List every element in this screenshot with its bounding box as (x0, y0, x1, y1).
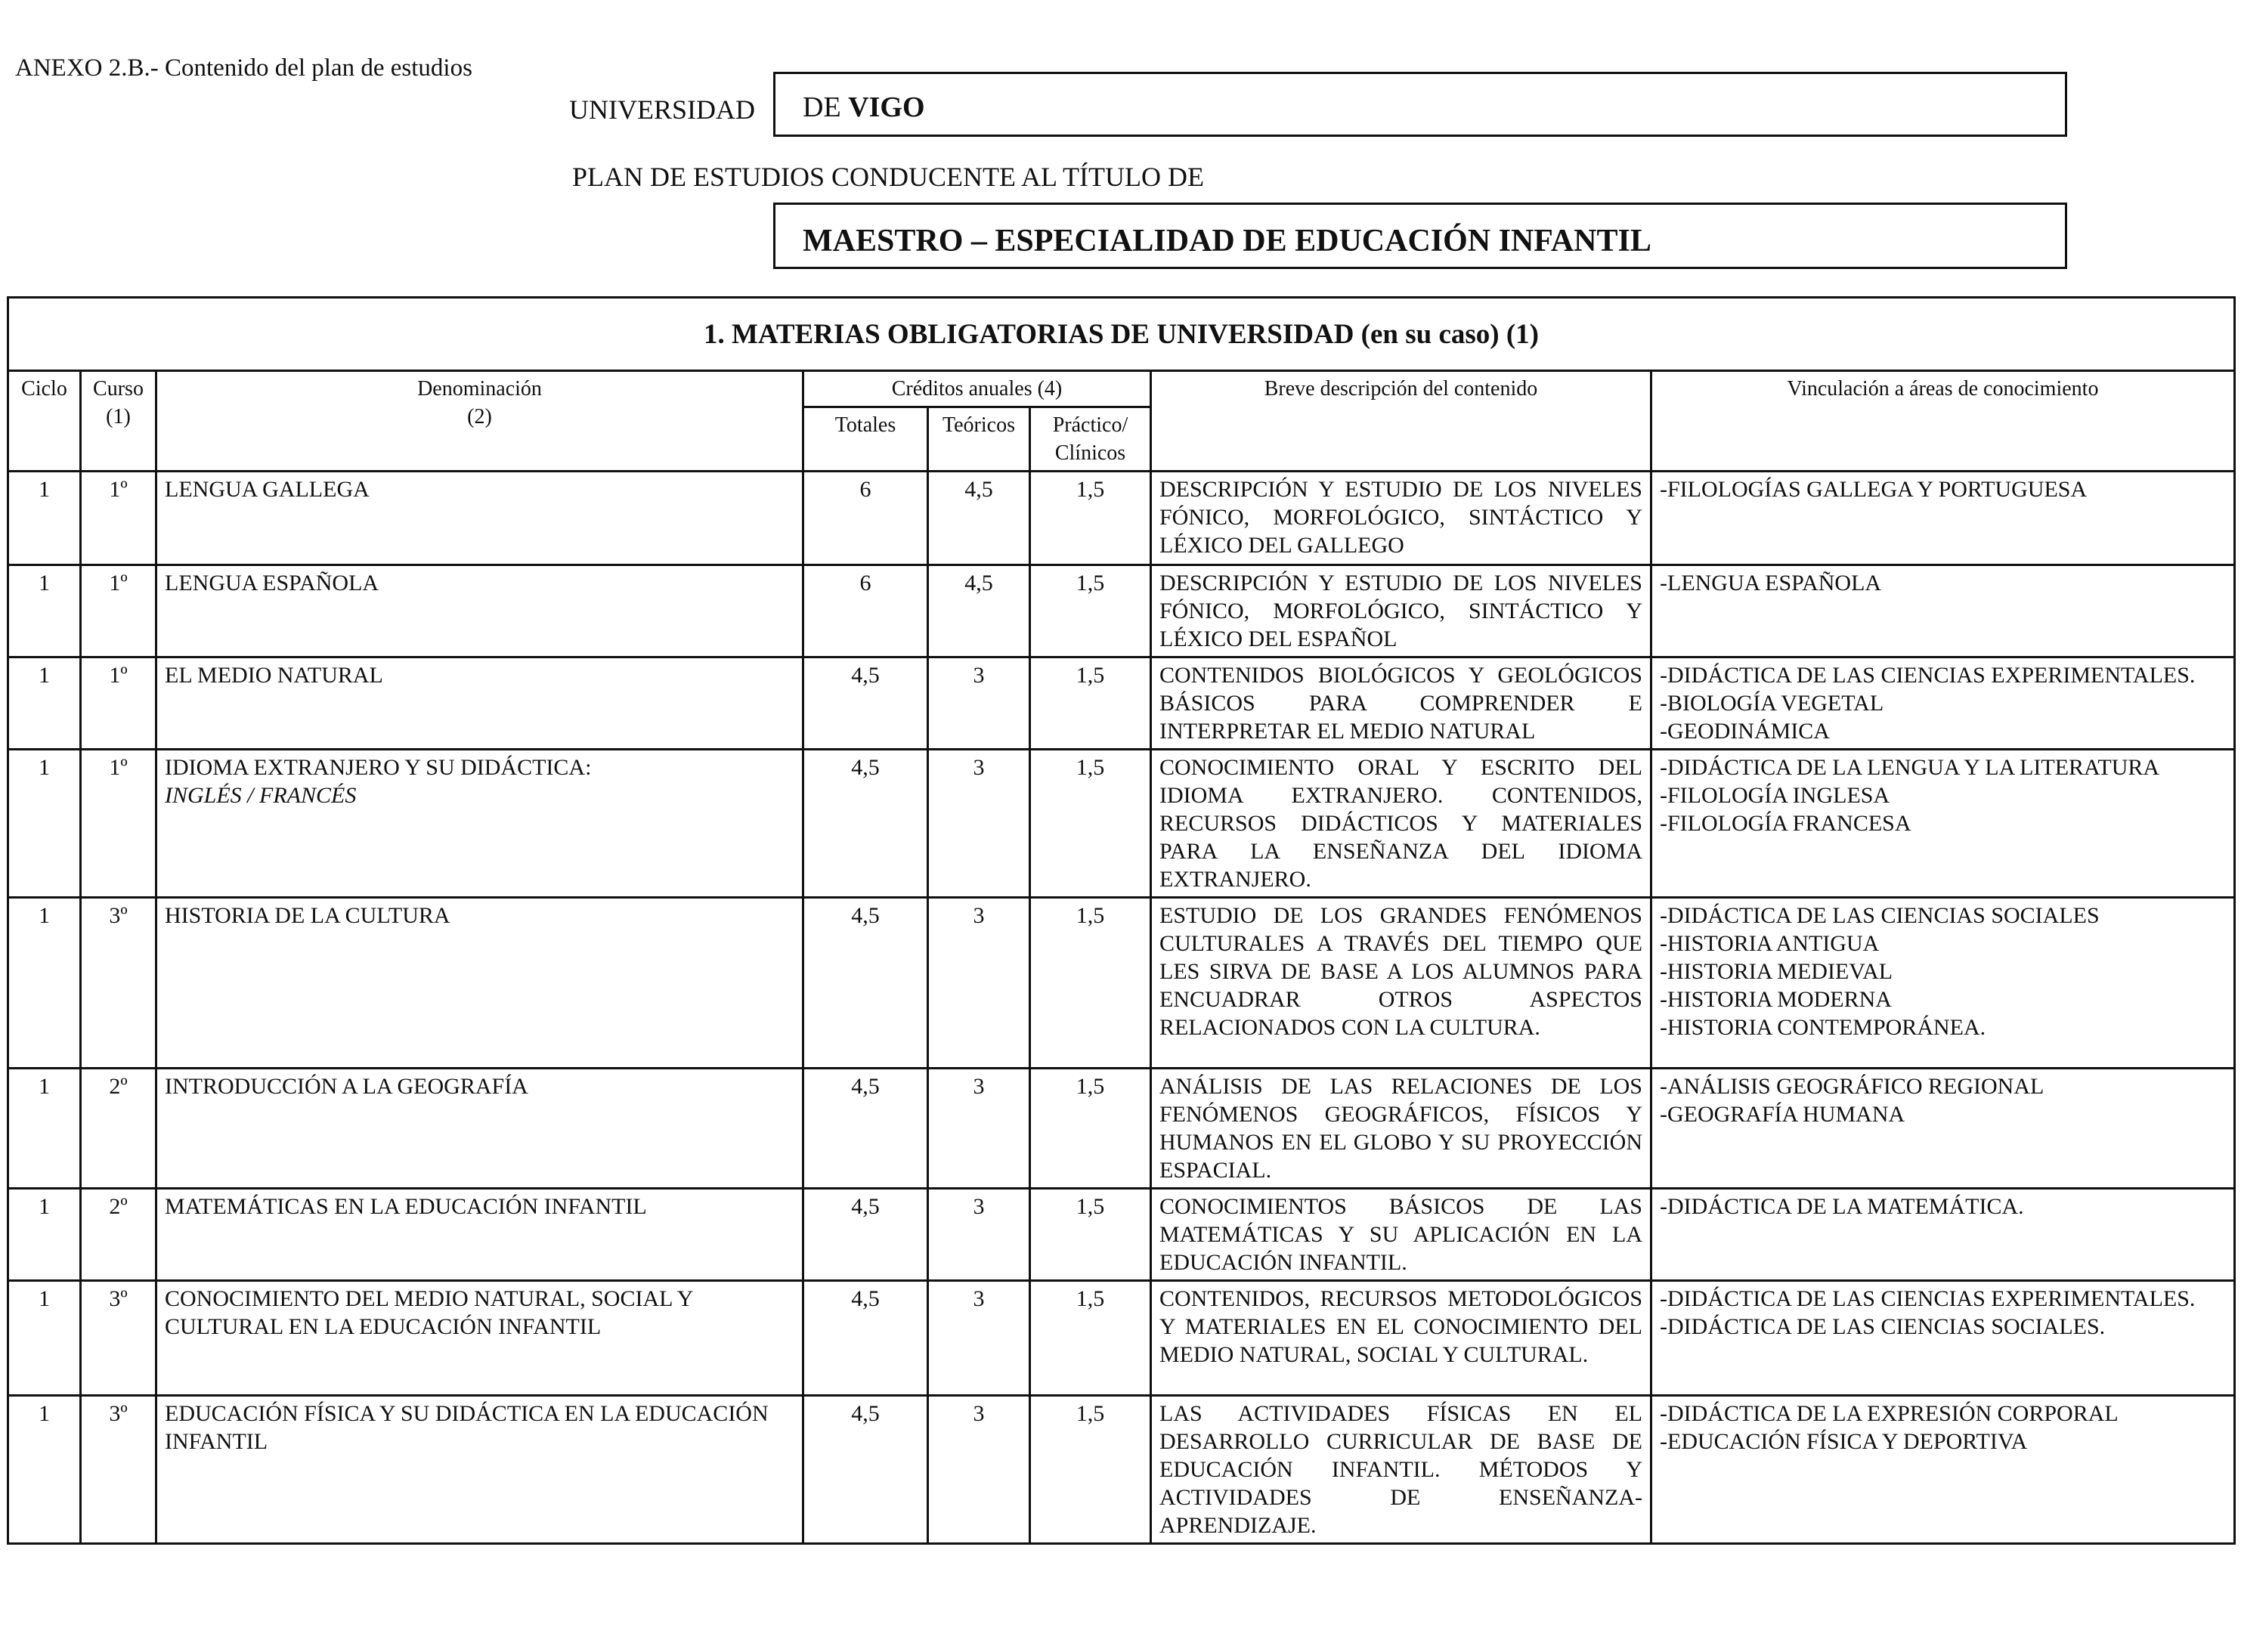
cell-denominacion (156, 1189, 803, 1281)
cell-descripcion: ESTUDIO DE LOS GRANDES FENÓMENOS CULTURALES A TRAVÉS DEL TIEMPO QUE LES SIRVA DE BASE A LOS ALUMNOS PARA ENCUADRAR OTROS ASPECTOS RELACIONADOS CON LA CULTURA. (1151, 898, 1651, 1069)
header-teoricos: Teóricos (928, 407, 1030, 472)
cell-denominacion (156, 750, 803, 898)
cell-descripcion: LAS ACTIVIDADES FÍSICAS EN EL DESARROLLO CURRICULAR DE BASE DE EDUCACIÓN INFANTIL. MÉTODOS Y ACTIVIDADES DE ENSEÑANZA-APRENDIZAJE. (1151, 1396, 1651, 1544)
denominacion-text: LENGUA ESPAÑOLA (165, 571, 379, 596)
area-item: -HISTORIA MEDIEVAL (1660, 959, 1893, 984)
cell-teoricos: 3 (928, 1069, 1030, 1189)
area-item: -ANÁLISIS GEOGRÁFICO REGIONAL (1660, 1074, 2044, 1099)
cell-practicos: 1,5 (1030, 750, 1151, 898)
denominacion-text: EL MEDIO NATURAL (165, 663, 383, 688)
subjects-table (7, 296, 2236, 1545)
header-totales: Totales (803, 407, 928, 472)
cell-curso: 3º (81, 1281, 156, 1396)
header-ciclo (8, 371, 81, 472)
table-row (8, 472, 2235, 565)
cell-teoricos: 3 (928, 657, 1030, 750)
section-title: 1. MATERIAS OBLIGATORIAS DE UNIVERSIDAD (en su caso) (1) (8, 298, 2235, 371)
cell-ciclo: 1 (8, 898, 81, 1069)
cell-curso: 1º (81, 472, 156, 565)
area-item: -GEOGRAFÍA HUMANA (1660, 1102, 1905, 1127)
cell-curso: 1º (81, 750, 156, 898)
area-item: -DIDÁCTICA DE LA MATEMÁTICA. (1660, 1194, 2024, 1219)
area-item: -DIDÁCTICA DE LA EXPRESIÓN CORPORAL (1660, 1401, 2119, 1426)
university-label: UNIVERSIDAD (569, 94, 755, 125)
cell-areas (1651, 472, 2235, 565)
area-item: -DIDÁCTICA DE LAS CIENCIAS SOCIALES (1660, 903, 2100, 928)
area-item: -FILOLOGÍA FRANCESA (1660, 811, 1911, 836)
cell-totales: 4,5 (803, 1069, 928, 1189)
area-item: -DIDÁCTICA DE LA LENGUA Y LA LITERATURA (1660, 755, 2160, 780)
cell-areas (1651, 1281, 2235, 1396)
area-item: -DIDÁCTICA DE LAS CIENCIAS SOCIALES. (1660, 1314, 2106, 1339)
table-row (8, 1189, 2235, 1281)
header-denominacion-note: (2) (467, 405, 492, 428)
cell-practicos: 1,5 (1030, 1069, 1151, 1189)
cell-denominacion (156, 565, 803, 657)
header-denominacion (156, 371, 803, 472)
plan-label: PLAN DE ESTUDIOS CONDUCENTE AL TÍTULO DE (572, 162, 1204, 192)
table-row (8, 898, 2235, 1069)
cell-totales: 4,5 (803, 1189, 928, 1281)
table-row (8, 565, 2235, 657)
denominacion-sub: INGLÉS / FRANCÉS (165, 783, 357, 808)
area-item: -FILOLOGÍA INGLESA (1660, 783, 1890, 808)
cell-areas (1651, 898, 2235, 1069)
header-practicos-label: Práctico/ (1052, 413, 1128, 437)
degree-title: MAESTRO – ESPECIALIDAD DE EDUCACIÓN INFANTIL (803, 224, 1651, 258)
cell-curso: 2º (81, 1069, 156, 1189)
cell-practicos: 1,5 (1030, 1281, 1151, 1396)
area-item: -GEODINÁMICA (1660, 719, 1830, 744)
cell-totales: 4,5 (803, 898, 928, 1069)
header-curso-label: Curso (93, 377, 144, 401)
cell-areas (1651, 1189, 2235, 1281)
denominacion-text: HISTORIA DE LA CULTURA (165, 903, 450, 928)
header-curso-note: (1) (106, 405, 131, 428)
area-item: -FILOLOGÍAS GALLEGA Y PORTUGUESA (1660, 477, 2088, 502)
cell-denominacion (156, 657, 803, 750)
denominacion-text: EDUCACIÓN FÍSICA Y SU DIDÁCTICA EN LA EDUCACIÓN INFANTIL (165, 1401, 769, 1454)
header-denominacion-label: Denominación (417, 377, 542, 401)
cell-descripcion: CONTENIDOS, RECURSOS METODOLÓGICOS Y MATERIALES EN EL CONOCIMIENTO DEL MEDIO NATURAL, SOCIAL Y CULTURAL. (1151, 1281, 1651, 1396)
cell-practicos: 1,5 (1030, 472, 1151, 565)
cell-ciclo: 1 (8, 750, 81, 898)
cell-descripcion: ANÁLISIS DE LAS RELACIONES DE LOS FENÓMENOS GEOGRÁFICOS, FÍSICOS Y HUMANOS EN EL GLOBO Y SU PROYECCIÓN ESPACIAL. (1151, 1069, 1651, 1189)
annex-heading: ANEXO 2.B.- Contenido del plan de estudios (15, 54, 472, 82)
cell-practicos: 1,5 (1030, 1189, 1151, 1281)
header-practicos (1030, 407, 1151, 472)
area-item: -DIDÁCTICA DE LAS CIENCIAS EXPERIMENTALES. (1660, 663, 2196, 688)
cell-teoricos: 3 (928, 898, 1030, 1069)
cell-descripcion: CONTENIDOS BIOLÓGICOS Y GEOLÓGICOS BÁSICOS PARA COMPRENDER E INTERPRETAR EL MEDIO NATURAL (1151, 657, 1651, 750)
table-row (8, 1069, 2235, 1189)
table-body (8, 472, 2235, 1544)
area-item: -HISTORIA MODERNA (1660, 987, 1892, 1012)
cell-practicos: 1,5 (1030, 1396, 1151, 1544)
header-curso (81, 371, 156, 472)
university-box (773, 72, 2067, 137)
header-vinculacion: Vinculación a áreas de conocimiento (1651, 371, 2235, 472)
university-name: VIGO (848, 91, 925, 123)
cell-areas (1651, 1069, 2235, 1189)
cell-totales: 4,5 (803, 750, 928, 898)
cell-totales: 6 (803, 472, 928, 565)
cell-ciclo: 1 (8, 565, 81, 657)
denominacion-text: INTRODUCCIÓN A LA GEOGRAFÍA (165, 1074, 528, 1099)
cell-teoricos: 4,5 (928, 472, 1030, 565)
cell-descripcion: CONOCIMIENTO ORAL Y ESCRITO DEL IDIOMA EXTRANJERO. CONTENIDOS, RECURSOS DIDÁCTICOS Y MATERIALES PARA LA ENSEÑANZA DEL IDIOMA EXTRANJERO. (1151, 750, 1651, 898)
denominacion-text: CONOCIMIENTO DEL MEDIO NATURAL, SOCIAL Y CULTURAL EN LA EDUCACIÓN INFANTIL (165, 1286, 693, 1339)
cell-denominacion (156, 898, 803, 1069)
table-row (8, 1396, 2235, 1544)
cell-ciclo: 1 (8, 1069, 81, 1189)
cell-curso: 3º (81, 898, 156, 1069)
cell-denominacion (156, 1281, 803, 1396)
cell-areas (1651, 657, 2235, 750)
cell-areas (1651, 565, 2235, 657)
header-ciclo-label: Ciclo (21, 377, 67, 401)
cell-teoricos: 3 (928, 1281, 1030, 1396)
cell-teoricos: 4,5 (928, 565, 1030, 657)
cell-practicos: 1,5 (1030, 898, 1151, 1069)
cell-areas (1651, 1396, 2235, 1544)
cell-ciclo: 1 (8, 657, 81, 750)
cell-ciclo: 1 (8, 1281, 81, 1396)
cell-ciclo: 1 (8, 472, 81, 565)
area-item: -LENGUA ESPAÑOLA (1660, 571, 1882, 596)
university-value (803, 91, 925, 124)
degree-title-box (773, 203, 2067, 269)
cell-teoricos: 3 (928, 1189, 1030, 1281)
denominacion-text: IDIOMA EXTRANJERO Y SU DIDÁCTICA: (165, 755, 592, 780)
cell-totales: 4,5 (803, 1281, 928, 1396)
cell-denominacion (156, 472, 803, 565)
cell-curso: 3º (81, 1396, 156, 1544)
cell-totales: 6 (803, 565, 928, 657)
header-creditos: Créditos anuales (4) (803, 371, 1151, 407)
table-row (8, 750, 2235, 898)
cell-curso: 2º (81, 1189, 156, 1281)
university-prefix: DE (803, 91, 841, 123)
header-practicos-label-2: Clínicos (1054, 441, 1126, 465)
cell-ciclo: 1 (8, 1189, 81, 1281)
area-item: -HISTORIA ANTIGUA (1660, 931, 1880, 956)
cell-descripcion: CONOCIMIENTOS BÁSICOS DE LAS MATEMÁTICAS Y SU APLICACIÓN EN LA EDUCACIÓN INFANTIL. (1151, 1189, 1651, 1281)
cell-curso: 1º (81, 657, 156, 750)
table-row (8, 1281, 2235, 1396)
denominacion-text: MATEMÁTICAS EN LA EDUCACIÓN INFANTIL (165, 1194, 647, 1219)
cell-teoricos: 3 (928, 750, 1030, 898)
cell-practicos: 1,5 (1030, 657, 1151, 750)
cell-ciclo: 1 (8, 1396, 81, 1544)
cell-denominacion (156, 1396, 803, 1544)
cell-descripcion: DESCRIPCIÓN Y ESTUDIO DE LOS NIVELES FÓNICO, MORFOLÓGICO, SINTÁCTICO Y LÉXICO DEL GALLEGO (1151, 472, 1651, 565)
area-item: -EDUCACIÓN FÍSICA Y DEPORTIVA (1660, 1429, 2028, 1454)
cell-descripcion: DESCRIPCIÓN Y ESTUDIO DE LOS NIVELES FÓNICO, MORFOLÓGICO, SINTÁCTICO Y LÉXICO DEL ESPAÑOL (1151, 565, 1651, 657)
cell-teoricos: 3 (928, 1396, 1030, 1544)
header-descripcion: Breve descripción del contenido (1151, 371, 1651, 472)
table-row (8, 657, 2235, 750)
cell-curso: 1º (81, 565, 156, 657)
cell-totales: 4,5 (803, 657, 928, 750)
cell-practicos: 1,5 (1030, 565, 1151, 657)
cell-totales: 4,5 (803, 1396, 928, 1544)
cell-areas (1651, 750, 2235, 898)
area-item: -DIDÁCTICA DE LAS CIENCIAS EXPERIMENTALES. (1660, 1286, 2196, 1311)
cell-denominacion (156, 1069, 803, 1189)
area-item: -HISTORIA CONTEMPORÁNEA. (1660, 1015, 1986, 1040)
area-item: -BIOLOGÍA VEGETAL (1660, 691, 1884, 716)
denominacion-text: LENGUA GALLEGA (165, 477, 370, 502)
